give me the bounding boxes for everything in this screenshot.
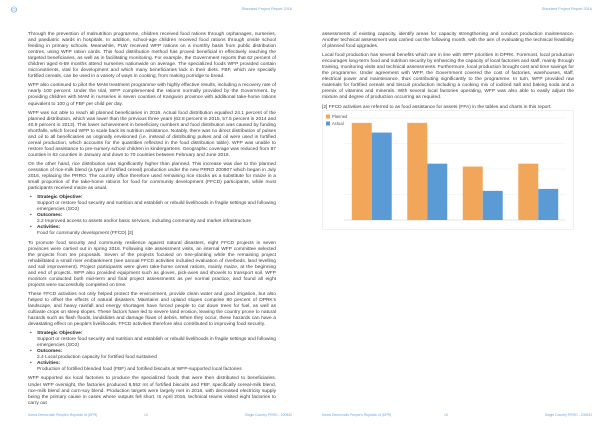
legend-swatch-actual [326,122,330,126]
bullet-label: Strategic Objective: [37,331,83,337]
bullet-text: 2.2 Improved access to assets and/or basic services, including community and market infrastructure [37,219,252,225]
footer-country: Korea Democratic People's Republic of (DPR) [28,413,98,417]
bullet-text: Support or restore food security and nutrition and establish or rebuild livelihoods in fragile settings and following emergencies (SO2) [37,201,276,213]
paragraph: WFP also continued to pilot the MAM treatment programme with highly effective results, including a recovery rate of nearly 100 percent. Under the trial, WFP complemented the rations normally provided by the Government, by providing children with MAM in nurseries in seven counties of Kangwon province with additional take-home rations equivalent to 100 g of FBF per child per day. [28,83,276,107]
list-item [28,361,276,373]
page-header: Standard Project Report 2016 [241,7,292,11]
footer-page-number: 15 [444,413,448,417]
bullet-text: Production of fortified blended food (FBF) and fortified biscuits at WFP-supported local factories [37,367,242,373]
list-item [28,349,276,361]
bar-actual [483,191,503,220]
footer-project: Single Country PRRO - 200532 [544,413,592,417]
bullet-text: Food for community development (FFCD) [2] [37,231,134,237]
right-text-column [322,32,574,114]
page-header: Standard Project Report 2016 [541,7,592,11]
bullet-label: Strategic Objective: [37,195,83,201]
paragraph: To promote food security and community resilience against natural disasters, eight FFCD projects in seven provinces were carried out in spring 2016. Following site assessment visits, an internal WFP committee selected the projects from ten proposals. Seven of the projects focused on tree-planting while the remaining project rehabilitated a small river embankment (see annual FFCD activities included evaluation of riverbeds, land levelling and soil improvement). Project participants were given take-home cereal rations, mainly maize, at the beginning and end of projects. WFP also provided equipment such as gloves, pick-axes and shovels to transport soil. WFP monitors conducted both mid-term and final project assessments as per normal practice, and found all eight projects were successfully completed on time. [28,240,276,288]
list-item [28,213,276,225]
paragraph: Local food production has several benefits which are in line with WFP priorities in DPRK. Foremost, local production encourages long-term food and nutrition security by enhancing the capacity of local factories and staff, mainly through training, monitoring visits and technical assessments. Furthermore, local production brought cost and time savings for the programme. Under agreement with WFP, the Government covered the cost of factories, warehouses, staff, electrical power and maintenance, thus contributing significantly to the programme. In turn, WFP provided raw materials for fortified cereals and biscuit production including a cooking mix of iodized salt and baking soda and a premix of vitamins and minerals. With several local factories operating, WFP was also able to easily adjust the mixture and degree of production occurring as required. [322,53,574,101]
bar-actual [372,133,392,220]
legend-label-planned: Planned [332,114,348,119]
paragraph: WFP supported six local factories to produce the specialized foods that were then distributed to beneficiaries. Under WFP oversight, the factories produced 9,552 mt of fortified biscuits and FBF, specifically cereal-milk blend, rice-milk blend and corn-soy blend. Production targets were largely met in 2016, with decreased electricity supply being the primary cause in cases where outputs fell short. In April 2016, technical teams visited eight factories to carry out [28,376,276,406]
paragraph: [2] FFCD activities are referred to as food assistance for assets (FFA) in the tables and charts in this report. [322,104,552,110]
bullet-label: Outcomes: [37,213,63,219]
bar-planned [518,164,538,220]
bullet-label: Outcomes: [37,349,63,355]
paragraph: assessments of existing capacity, identify areas for capacity strengthening and conduct production maintenance. Another technical assessment was carried out the following month, with the aim of evaluating the technical feasibility of planned food upgrades. [322,32,574,50]
bar-actual [538,189,558,220]
paragraph: WFP was not able to reach all planned beneficiaries in 2016. Actual food distribution equalled 24.1 percent of the planned distribution, which was lower than the previous three years (62.8 percent in 2015, 57.5 percent in 2014 and 40.9 percent in 2013). This lower achievement in beneficiary numbers and food distribution was caused by funding shortfalls, which forced WFP to scale back its nutrition assistance. Notably, there was no direct distribution of pulses and oil to all beneficiaries as originally envisioned (i.e. instead of distributing pulses and oil were used in fortified cereal production, which accounts for the quantities reflected in the food distribution table). WFP was unable to restore food assistance to pre-nursery school children in kindergartens. Geographic coverage was reduced from 87 counties in 62 counties in January and down to 70 counties between February and June 2016. [28,110,276,158]
list-item [28,195,276,213]
bullet-label: Activities: [37,225,61,231]
right-page [300,0,600,424]
bullet-text: 2.4 Local production capacity for fortified food sustained [37,355,157,361]
footer-project: Single Country PRRO - 200532 [244,413,292,417]
footer-country: Korea Democratic People's Republic of (DPR) [322,413,392,417]
paragraph: Through the prevention of malnutrition programme, children received food rations through orphanages, nurseries, and paediatric wards in hospitals. In addition, school-age children received food rations through onsite school feeding in primary schools. Meanwhile, PLW received WFP rations on a monthly basis from public distribution centres, using WFP ration cards. This food distribution method has proved beneficial in effectively reaching the targeted beneficiaries, as well as in facilitating monitoring. For example, the Government reports that 62 percent of children aged 6-59 months attend nurseries nationwide on average. The specialized foods WFP provided contain micronutrients, vital for development and which many beneficiaries lack in their diets. FBF, which are specially fortified cereals, can be used in a variety of ways in cooking, from making porridge to bread. [28,32,276,80]
bar-actual [427,164,447,220]
objective-list [28,195,276,237]
paragraph: On the other hand, rice distribution was significantly higher than planned. This increase was due to the planned cessation of rice-milk blend (a type of fortified cereal) production under the new PRRO 200907 which began in July 2016, replacing the PRRO. The country office therefore used remaining rice stocks as a substitute for maize in a small proportion of the take-home rations for food for community development (FFCD) participants, while most participants received maize as usual. [28,161,276,192]
bullet-text: Support or restore food security and nutrition and establish or rebuild livelihoods in fragile settings and following emergencies (SO2) [37,337,276,349]
paragraph: These FFCD activities not only helped protect the environment, provide clean water and good irrigation, but also helped to offset the effects of natural disasters. Maintains and upland slopes comprise 80 percent of DPRK's landscape, and heavy rainfall and energy shortages have forced people to cut down trees for fuel, as well as cultivate crops on steep slopes. These factors have led to severe land erosion, leaving the country prone to natural hazards such as flash floods, landslides and damage flows of debris. When they occur, these hazards can have a devastating effect on people's livelihoods. FFCD activities therefore also contributed to improving food security. [28,291,276,328]
bullet-label: Activities: [37,361,61,367]
footer-page-number: 14 [144,413,148,417]
list-item [28,331,276,349]
bar-planned [352,123,372,220]
left-text-column [28,32,276,410]
bar-planned [463,167,483,220]
bar-chart [322,110,574,230]
legend-label-actual: Actual [332,121,344,126]
bar-planned [407,123,427,220]
list-item [28,225,276,237]
wfp-logo-icon [10,6,18,13]
legend-swatch-planned [326,115,330,119]
objective-list [28,331,276,373]
